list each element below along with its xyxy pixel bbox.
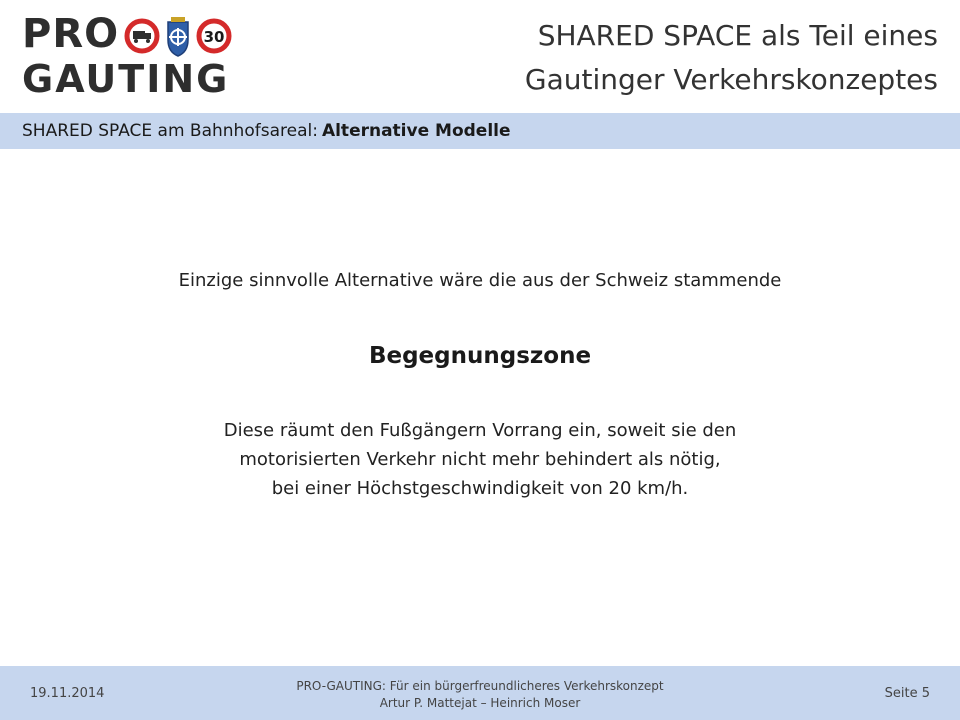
slide-footer	[0, 666, 960, 720]
slide-title	[418, 14, 938, 102]
logo-gauting-text: GAUTING	[22, 57, 230, 101]
slide-content	[0, 150, 960, 665]
body-line: bei einer Höchstgeschwindigkeit von 20 km/h.	[271, 478, 689, 499]
logo-pro-text: PRO	[22, 11, 120, 57]
body-line: Diese räumt den Fußgängern Vorrang ein, soweit sie den	[223, 420, 737, 441]
speed-limit-value: 30	[203, 28, 225, 46]
body-text	[0, 416, 960, 503]
title-line-1: SHARED SPACE als Teil eines	[537, 19, 938, 52]
gauting-crest-icon	[168, 17, 188, 56]
subtitle-bold: Alternative Modelle	[321, 121, 511, 141]
logo-signs	[124, 14, 232, 58]
slide-header	[0, 0, 960, 112]
body-line: motorisierten Verkehr nicht mehr behindert als nötig,	[239, 449, 721, 470]
footer-credits-line-2: Artur P. Mattejat – Heinrich Moser	[379, 696, 581, 710]
footer-date: 19.11.2014	[30, 686, 105, 701]
intro-text: Einzige sinnvolle Alternative wäre die aus der Schweiz stammende	[178, 270, 782, 291]
page-number: Seite 5	[884, 686, 930, 701]
footer-credits	[0, 678, 960, 712]
subtitle-plain: SHARED SPACE am Bahnhofsareal:	[22, 121, 318, 141]
pro-gauting-logo	[22, 10, 232, 100]
footer-credits-line-1: PRO-GAUTING: Für ein bürgerfreundlicheres Verkehrskonzept	[296, 679, 664, 693]
subtitle-bar	[0, 113, 960, 149]
speed-limit-sign-icon	[199, 21, 229, 51]
title-line-2: Gautinger Verkehrskonzeptes	[524, 63, 938, 96]
content-heading: Begegnungszone	[368, 343, 592, 369]
no-trucks-sign-icon	[127, 21, 157, 51]
